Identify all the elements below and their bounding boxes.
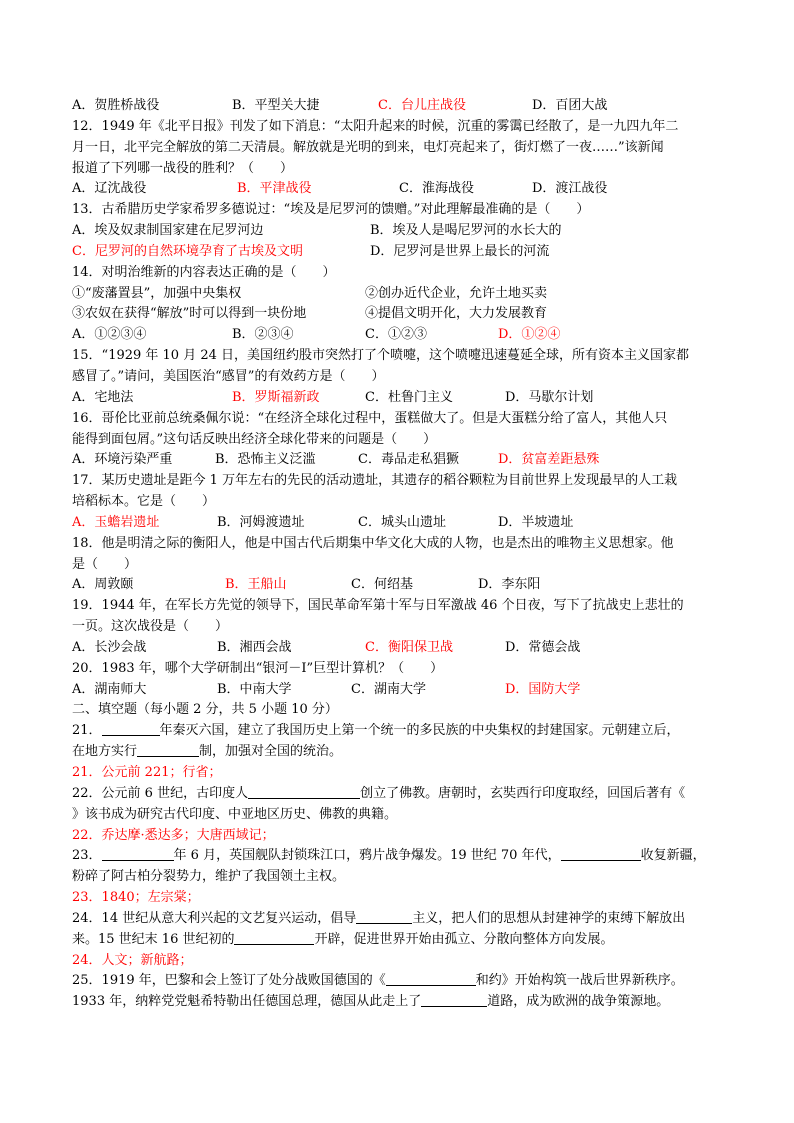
q21-number: 21． <box>72 723 102 739</box>
q19-options <box>72 638 732 659</box>
q21-text-1: 年秦灭六国，建立了我国历史上第一个统一的多民族的中央集权的封建国家。元朝建立后， <box>159 723 680 739</box>
q13-stem: 13．古希腊历史学家希罗多德说过：“埃及是尼罗河的馈赠。”对此理解最准确的是（ ） <box>72 202 590 218</box>
q14-item-2: ②创办近代企业，允许土地买卖 <box>365 285 548 301</box>
q23-line-2: 粉碎了阿古柏分裂势力，维护了我国领土主权。 <box>72 869 346 885</box>
q14-items-34 <box>72 304 732 325</box>
q24-text-4: 开辟，促进世界开始由孤立、分散向整体方向发展。 <box>314 931 614 947</box>
q24-blank-2 <box>234 930 314 945</box>
q19-option-b: B．湘西会战 <box>217 639 292 655</box>
q25-blank-2 <box>421 992 487 1007</box>
q24-text-2: 主义，把人们的思想从封建神学的束缚下解放出 <box>412 910 686 926</box>
q16-stem-1: 16．哥伦比亚前总统桑佩尔说：“在经济全球化过程中，蛋糕做大了。但是大蛋糕分给了富人，其他人只 <box>72 410 668 426</box>
q17-option-d: D．半坡遗址 <box>498 514 574 530</box>
q17-options <box>72 513 732 534</box>
q14-items-12 <box>72 284 732 305</box>
q25-text-3: 1933 年，纳粹党党魁希特勒出任德国总理，德国从此走上了 <box>72 994 422 1010</box>
q13-option-d: D．尼罗河是世界上最长的河流 <box>370 243 550 259</box>
q20-option-d-answer: D．国防大学 <box>505 681 581 697</box>
q23-answer: 23．1840；左宗棠； <box>72 890 200 906</box>
q17-stem-2: 培稻标本。它是（ ） <box>72 494 216 510</box>
q12-options <box>72 179 732 200</box>
q12-option-b-answer: B．平津战役 <box>237 181 312 197</box>
q12-option-d: D．渡江战役 <box>532 181 608 197</box>
q11-option-c-answer: C．台儿庄战役 <box>378 98 466 113</box>
section-fill-in-title: 二、填空题（每小题 2 分，共 5 小题 10 分） <box>72 702 338 718</box>
q14-item-4: ④提倡文明开化，大力发展教育 <box>365 306 548 322</box>
q17-option-b: B．河姆渡遗址 <box>217 514 305 530</box>
q15-stem-2: 感冒了。”请问，美国医治“感冒”的有效药方是（ ） <box>72 368 385 384</box>
q18-option-d: D．李东阳 <box>478 577 541 593</box>
q18-option-a: A．周敦颐 <box>72 577 134 593</box>
q22-line-1 <box>72 784 732 805</box>
q25-line-1 <box>72 971 732 992</box>
q16-option-a: A．环境污染严重 <box>72 452 173 468</box>
q11-option-d: D．百团大战 <box>532 98 608 113</box>
q12-stem-1: 12．1949 年《北平日报》刊发了如下消息：“太阳升起来的时候，沉重的雾霭已经散了，是一九四九年二 <box>72 118 679 134</box>
q19-option-c-answer: C．衡阳保卫战 <box>365 639 453 655</box>
q15-option-b-answer: B．罗斯福新政 <box>232 389 320 405</box>
q23-blank-1 <box>102 846 174 861</box>
q15-option-c: C．杜鲁门主义 <box>365 389 453 405</box>
q23-number: 23． <box>72 848 102 864</box>
q20-stem: 20．1983 年，哪个大学研制出“银河－Ⅰ”巨型计算机？（ ） <box>72 660 444 676</box>
q20-option-b: B．中南大学 <box>217 681 292 697</box>
q14-item-1: ①“废藩置县”，加强中央集权 <box>72 285 242 301</box>
q12-stem-3: 报道了下列哪一战役的胜利？（ ） <box>72 160 294 176</box>
q14-options <box>72 325 732 346</box>
q25-blank-1 <box>386 971 476 986</box>
q22-text-1: 22．公元前 6 世纪，古印度人 <box>72 785 249 801</box>
q16-options <box>72 450 732 471</box>
q21-blank-1 <box>102 721 160 736</box>
q20-option-c: C．湖南大学 <box>351 681 426 697</box>
q15-options <box>72 388 732 409</box>
q13-option-c-answer: C．尼罗河的自然环境孕育了古埃及文明 <box>72 243 303 259</box>
q17-option-a-answer: A．玉蟾岩遗址 <box>72 514 160 530</box>
q24-answer: 24．人文；新航路； <box>72 952 193 968</box>
q13-options-cd <box>72 242 732 263</box>
q14-stem: 14．对明治维新的内容表达正确的是（ ） <box>72 264 336 280</box>
q23-line-1 <box>72 846 732 867</box>
q22-blank-1 <box>248 784 360 799</box>
q15-stem-1: 15．“1929 年 10 月 24 日，美国纽约股市突然打了个喷嚏，这个喷嚏迅速蔓延全球，所有资本主义国家都 <box>72 348 690 364</box>
q12-option-a: A．辽沈战役 <box>72 181 147 197</box>
q14-option-c: C．①②③ <box>365 327 427 343</box>
q19-stem-2: 一页。这次战役是（ ） <box>72 619 229 635</box>
q19-stem-1: 19．1944 年，在军长方先觉的领导下，国民革命军第十军与日军激战 46 个日夜，写下了抗战史上悲壮的 <box>72 598 684 614</box>
q11-options <box>72 96 732 117</box>
q14-option-a: A．①②③④ <box>72 327 147 343</box>
q22-text-2: 创立了佛教。唐朝时，玄奘西行印度取经，回国后著有《 <box>360 785 686 801</box>
q16-option-b: B．恐怖主义泛滥 <box>215 452 316 468</box>
q23-text-2: 收复新疆， <box>640 848 706 864</box>
q11-option-b: B．平型关大捷 <box>232 98 320 113</box>
q24-blank-1 <box>356 909 412 924</box>
q16-option-c: C．毒品走私猖獗 <box>358 452 459 468</box>
q13-options-ab <box>72 221 732 242</box>
q25-text-1: 25．1919 年，巴黎和会上签订了处分战败国德国的《 <box>72 973 386 989</box>
exam-page <box>72 96 732 1013</box>
q14-item-3: ③农奴在获得“解放”时可以得到一块份地 <box>72 306 307 322</box>
q16-stem-2: 能得到面包屑。”这句话反映出经济全球化带来的问题是（ ） <box>72 431 437 447</box>
q13-option-a: A．埃及奴隶制国家建在尼罗河边 <box>72 223 264 239</box>
q21-text-2: 在地方实行 <box>72 744 138 760</box>
q24-line-2 <box>72 930 732 951</box>
q18-options <box>72 575 732 596</box>
q25-text-2: 和约》开始构筑一战后世界新秩序。 <box>475 973 684 989</box>
q15-option-d: D．马歇尔计划 <box>505 389 594 405</box>
q17-option-c: C．城头山遗址 <box>358 514 446 530</box>
q14-option-d-answer: D．①②④ <box>498 327 561 343</box>
q18-option-c: C．何绍基 <box>351 577 413 593</box>
q18-stem-2: 是（ ） <box>72 556 138 572</box>
q19-option-d: D．常德会战 <box>505 639 581 655</box>
q15-option-a: A．宅地法 <box>72 389 134 405</box>
q18-stem-1: 18．他是明清之际的衡阳人，他是中国古代后期集中华文化大成的人物，也是杰出的唯物主义思想家。他 <box>72 535 674 551</box>
q21-text-3: 制，加强对全国的统治。 <box>199 744 343 760</box>
q21-line-2 <box>72 742 732 763</box>
q11-option-a: A．贺胜桥战役 <box>72 98 160 113</box>
q12-stem-2: 月一日，北平完全解放的第二天清晨。解放就是光明的到来，电灯亮起来了，街灯燃了一夜……”该新闻 <box>72 139 664 155</box>
q21-line-1 <box>72 721 732 742</box>
q19-option-a: A．长沙会战 <box>72 639 147 655</box>
q12-option-c: C．淮海战役 <box>399 181 474 197</box>
q23-blank-2 <box>561 846 641 861</box>
q21-answer: 21．公元前 221；行省； <box>72 765 222 780</box>
q20-options <box>72 680 732 701</box>
q24-line-1 <box>72 909 732 930</box>
q16-option-d-answer: D．贫富差距悬殊 <box>498 452 600 468</box>
q18-option-b-answer: B．王船山 <box>225 577 287 593</box>
q21-blank-2 <box>137 742 199 757</box>
q20-option-a: A．湖南师大 <box>72 681 147 697</box>
q25-text-4: 道路，成为欧洲的战争策源地。 <box>487 994 670 1010</box>
q22-line-2: 》该书成为研究古代印度、中亚地区历史、佛教的典籍。 <box>72 806 398 822</box>
q23-text-1: 年 6 月，英国舰队封锁珠江口，鸦片战争爆发。19 世纪 70 年代， <box>173 848 561 864</box>
q17-stem-1: 17．某历史遗址是距今 1 万年左右的先民的活动遗址，其遗存的稻谷颗粒为目前世界上发现最早的人工栽 <box>72 473 678 489</box>
q24-text-1: 24．14 世纪从意大利兴起的文艺复兴运动，倡导 <box>72 910 357 926</box>
q13-option-b: B．埃及人是喝尼罗河的水长大的 <box>370 223 562 239</box>
q25-line-2 <box>72 992 732 1013</box>
q14-option-b: B．②③④ <box>232 327 294 343</box>
q22-answer: 22．乔达摩·悉达多；大唐西域记； <box>72 827 275 843</box>
q24-text-3: 来。15 世纪末 16 世纪初的 <box>72 931 235 947</box>
